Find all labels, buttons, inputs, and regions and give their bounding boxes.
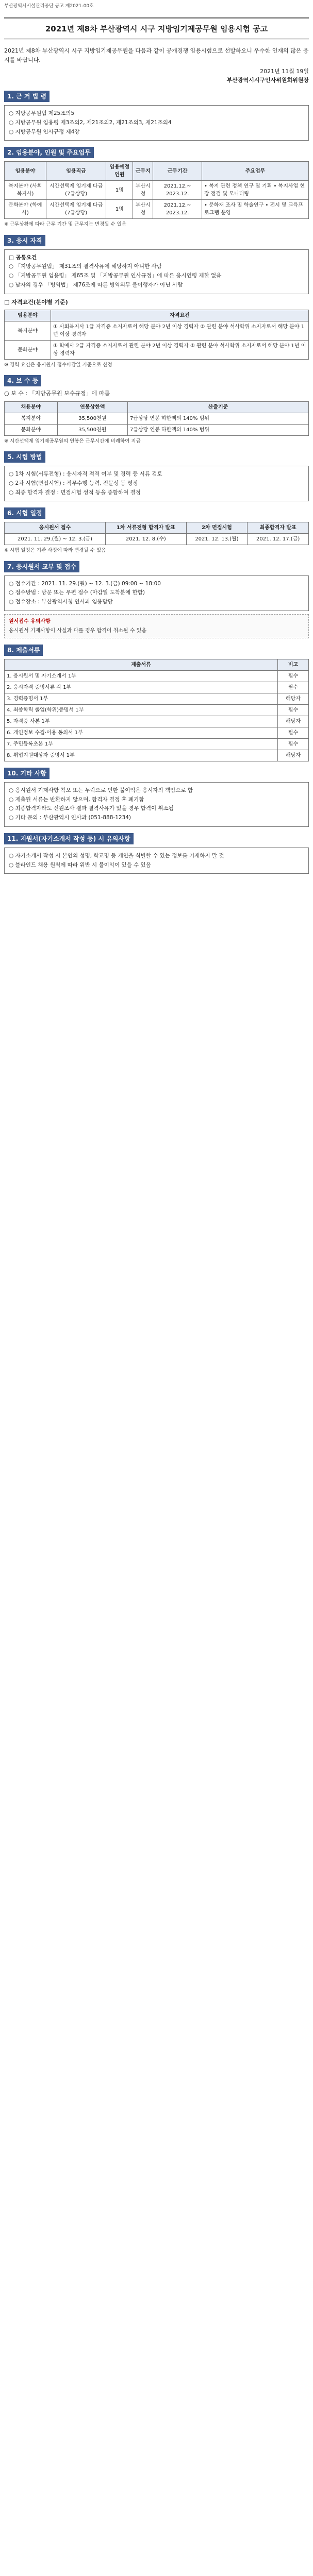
table-row [5, 727, 309, 738]
table-cell: • 복지 관련 정책 연구 및 기획 • 복지사업 현장 점검 및 모니터링 [202, 181, 309, 200]
table-cell: 7. 주민등록초본 1부 [5, 738, 278, 750]
col-header: 응시원서 접수 [5, 522, 106, 534]
col-header: 2차 면접시험 [186, 522, 248, 534]
table-cell: 6. 개인정보 수집·이용 동의서 1부 [5, 727, 278, 738]
etc-item: ○ 응시원서 기재사항 착오 또는 누락으로 인한 불이익은 응시자의 책임으로 함 [9, 787, 193, 793]
application-tip [4, 614, 309, 638]
pay-intro: ○ 보 수 : 「지방공무원 보수규정」에 따름 [4, 390, 110, 397]
announcement-date: 2021년 11월 19일 [260, 68, 309, 75]
documents-table [4, 659, 309, 761]
table-cell: 해당자 [278, 716, 309, 727]
application-box [4, 575, 309, 611]
table-cell: 2021. 12. 13.(월) [186, 534, 248, 545]
table-cell: 복지분야 [5, 321, 51, 341]
col-header: 연봉상한액 [57, 401, 127, 413]
application-item: ○ 접수장소 : 부산광역시청 인사과 임용담당 [9, 599, 113, 605]
pay-note: ※ 시간선택제 임기제공무원의 연봉은 근무시간에 비례하여 지급 [4, 438, 141, 444]
application-item: ○ 접수방법 : 방문 또는 우편 접수 (마감일 도착분에 한함) [9, 589, 145, 596]
tip-title: 원서접수 유의사항 [9, 618, 51, 624]
table-cell: 필수 [278, 704, 309, 716]
table-cell: 해당자 [278, 693, 309, 704]
col-header: 산출기준 [127, 401, 308, 413]
section-qualification-heading: 3. 응시 자격 [4, 235, 45, 246]
table-cell: 1명 [106, 200, 133, 219]
caution-item: ○ 블라인드 채용 원칙에 따라 위반 시 불이익이 있을 수 있음 [9, 861, 151, 868]
col-header: 임용예정인원 [106, 162, 133, 181]
table-cell: 필수 [278, 738, 309, 750]
table-cell: 2021. 12. 17.(금) [248, 534, 309, 545]
table-row [5, 424, 309, 435]
col-header: 주요업무 [202, 162, 309, 181]
table-cell: 8. 취업지원대상자 증명서 1부 [5, 750, 278, 761]
table-cell: 복지분야 [5, 413, 58, 424]
section-pay-heading: 4. 보 수 등 [4, 375, 41, 386]
etc-item: ○ 최종합격자라도 신원조사 결과 결격사유가 있을 경우 합격이 취소됨 [9, 805, 174, 812]
common-item: ○ 「지방공무원법」 제31조의 결격사유에 해당하지 아니한 사람 [9, 263, 162, 270]
pay-table [4, 401, 309, 436]
col-header: 근무기간 [153, 162, 202, 181]
cautions-box [4, 848, 309, 874]
table-cell: 2021.12.~ 2023.12. [153, 200, 202, 219]
common-title: □ 공통요건 [9, 254, 37, 261]
table-cell: 2021. 11. 29.(월) ~ 12. 3.(금) [5, 534, 106, 545]
exam-item: ○ 1차 시험(서류전형) : 응시자격 적격 여부 및 경력 등 서류 검토 [9, 471, 162, 478]
schedule-table [4, 522, 309, 545]
etc-box [4, 782, 309, 827]
table-row [5, 670, 309, 682]
table-row [5, 693, 309, 704]
table-cell: ① 학예사 2급 자격증 소지자로서 관련 분야 2년 이상 경력자 ② 관련 분야 석사학위 소지자로서 해당 분야 1년 이상 경력자 [51, 341, 309, 360]
table-cell: 7급상당 연봉 하한액의 140% 범위 [127, 424, 308, 435]
section-cautions-heading: 11. 지원서(자기소개서 작성 등) 시 유의사항 [4, 833, 134, 844]
etc-item: ○ 제출된 서류는 반환하지 않으며, 합격자 결정 후 폐기함 [9, 796, 144, 803]
table-cell: 4. 최종학력 졸업(학위)증명서 1부 [5, 704, 278, 716]
form-note: 부산광역시시설관리공단 공고 제2021-00호 [4, 4, 94, 9]
table-row [5, 682, 309, 693]
common-item: ○ 「지방공무원 임용령」 제65조 및 「지방공무원 인사규정」에 따른 응시연령 제한 없음 [9, 273, 222, 279]
tip-text: 응시원서 기재사항이 사실과 다를 경우 합격이 취소될 수 있음 [9, 628, 146, 634]
table-row [5, 534, 309, 545]
exam-box [4, 466, 309, 501]
recruit-table [4, 161, 309, 219]
col-header: 채용분야 [5, 401, 58, 413]
table-cell: 1명 [106, 181, 133, 200]
qualification-note: ※ 경력 요건은 응시원서 접수마감일 기준으로 산정 [4, 362, 112, 368]
law-item: ○ 지방공무원 임용령 제3조의2, 제21조의2, 제21조의3, 제21조의4 [9, 119, 172, 126]
exam-item: ○ 2차 시험(면접시험) : 직무수행 능력, 전문성 등 평정 [9, 480, 138, 486]
law-item: ○ 지방공무원법 제25조의5 [9, 110, 75, 117]
table-cell: 3. 경력증명서 1부 [5, 693, 278, 704]
table-cell: 35,500천원 [57, 424, 127, 435]
etc-item: ○ 기타 문의 : 부산광역시 인사과 (051-888-1234) [9, 815, 131, 821]
section-laws-heading: 1. 근 거 법 령 [4, 91, 50, 102]
table-cell: 필수 [278, 727, 309, 738]
section-documents-heading: 8. 제출서류 [4, 645, 43, 656]
col-header: 1차 서류전형 합격자 발표 [106, 522, 187, 534]
col-header: 근무지 [133, 162, 153, 181]
col-header: 제출서류 [5, 659, 278, 670]
table-cell: 필수 [278, 682, 309, 693]
col-header: 비고 [278, 659, 309, 670]
table-cell: 시간선택제 임기제 다급 (7급상당) [46, 200, 106, 219]
table-cell: 문화분야 [5, 424, 58, 435]
page-title: 2021년 제8차 부산광역시 시구 지방임기제공무원 임용시험 공고 [4, 18, 309, 41]
table-cell: 35,500천원 [57, 413, 127, 424]
section-etc-heading: 10. 기타 사항 [4, 768, 50, 779]
col-header: 임용분야 [5, 310, 51, 321]
qualification-table [4, 310, 309, 360]
section-application-heading: 7. 응시원서 교부 및 접수 [4, 561, 79, 572]
table-cell: 부산시청 [133, 200, 153, 219]
table-row [5, 413, 309, 424]
application-item: ○ 접수기간 : 2021. 11. 29.(월) ~ 12. 3.(금) 09:00 ~ 18:00 [9, 580, 161, 587]
table-cell: • 문화재 조사 및 학술연구 • 전시 및 교육프로그램 운영 [202, 200, 309, 219]
table-row [5, 738, 309, 750]
table-row [5, 321, 309, 341]
table-cell: 복지분야 (사회복지사) [5, 181, 46, 200]
section-recruit-heading: 2. 임용분야, 인원 및 주요업무 [4, 147, 94, 158]
col-header: 자격요건 [51, 310, 309, 321]
table-cell: 2021. 12. 8.(수) [106, 534, 187, 545]
table-cell: 시간선택제 임기제 다급 (7급상당) [46, 181, 106, 200]
organization-name: 부산광역시시구인사위원회위원장 [226, 76, 309, 83]
table-cell: 필수 [278, 670, 309, 682]
table-cell: 5. 자격증 사본 1부 [5, 716, 278, 727]
table-row [5, 200, 309, 219]
caution-item: ○ 자기소개서 작성 시 본인의 성명, 학교명 등 개인을 식별할 수 있는 정보를 기재하지 말 것 [9, 852, 224, 859]
exam-item: ○ 최종 합격자 결정 : 면접시험 성적 등을 종합하여 결정 [9, 489, 141, 496]
intro-text: 2021년 제8차 부산광역시 시구 지방임기제공무원을 다음과 같이 공개경쟁 임용시험으로 선발하오니 우수한 인재의 많은 응시를 바랍니다. [4, 47, 309, 63]
col-header: 최종합격자 발표 [248, 522, 309, 534]
table-cell: 문화분야 (학예사) [5, 200, 46, 219]
table-cell: 부산시청 [133, 181, 153, 200]
table-cell: 문화분야 [5, 341, 51, 360]
qual-table-title: □ 자격요건(분야별 기준) [4, 298, 68, 306]
table-cell: 2. 응시자격 증빙서류 각 1부 [5, 682, 278, 693]
law-item: ○ 지방공무원 인사규정 제4장 [9, 128, 80, 135]
table-cell: 1. 응시원서 및 자기소개서 1부 [5, 670, 278, 682]
table-row [5, 716, 309, 727]
table-row [5, 181, 309, 200]
table-row [5, 341, 309, 360]
col-header: 임용분야 [5, 162, 46, 181]
table-cell: ① 사회복지사 1급 자격증 소지자로서 해당 분야 2년 이상 경력자 ② 관련 분야 석사학위 소지자로서 해당 분야 1년 이상 경력자 [51, 321, 309, 341]
table-cell: 7급상당 연봉 하한액의 140% 범위 [127, 413, 308, 424]
qualification-box [4, 249, 309, 294]
recruit-note: ※ 근무상황에 따라 근무 기간 및 근무지는 변경될 수 있음 [4, 222, 127, 228]
table-row [5, 704, 309, 716]
common-item: ○ 남자의 경우 「병역법」 제76조에 따른 병역의무 불이행자가 아닌 사람 [9, 281, 183, 288]
table-cell: 2021.12.~ 2023.12. [153, 181, 202, 200]
section-exam-heading: 5. 시험 방법 [4, 451, 45, 463]
schedule-note: ※ 시험 일정은 기관 사정에 따라 변경될 수 있음 [4, 548, 106, 554]
section-schedule-heading: 6. 시험 일정 [4, 507, 45, 519]
table-row [5, 750, 309, 761]
laws-box [4, 105, 309, 141]
table-cell: 해당자 [278, 750, 309, 761]
col-header: 임용직급 [46, 162, 106, 181]
